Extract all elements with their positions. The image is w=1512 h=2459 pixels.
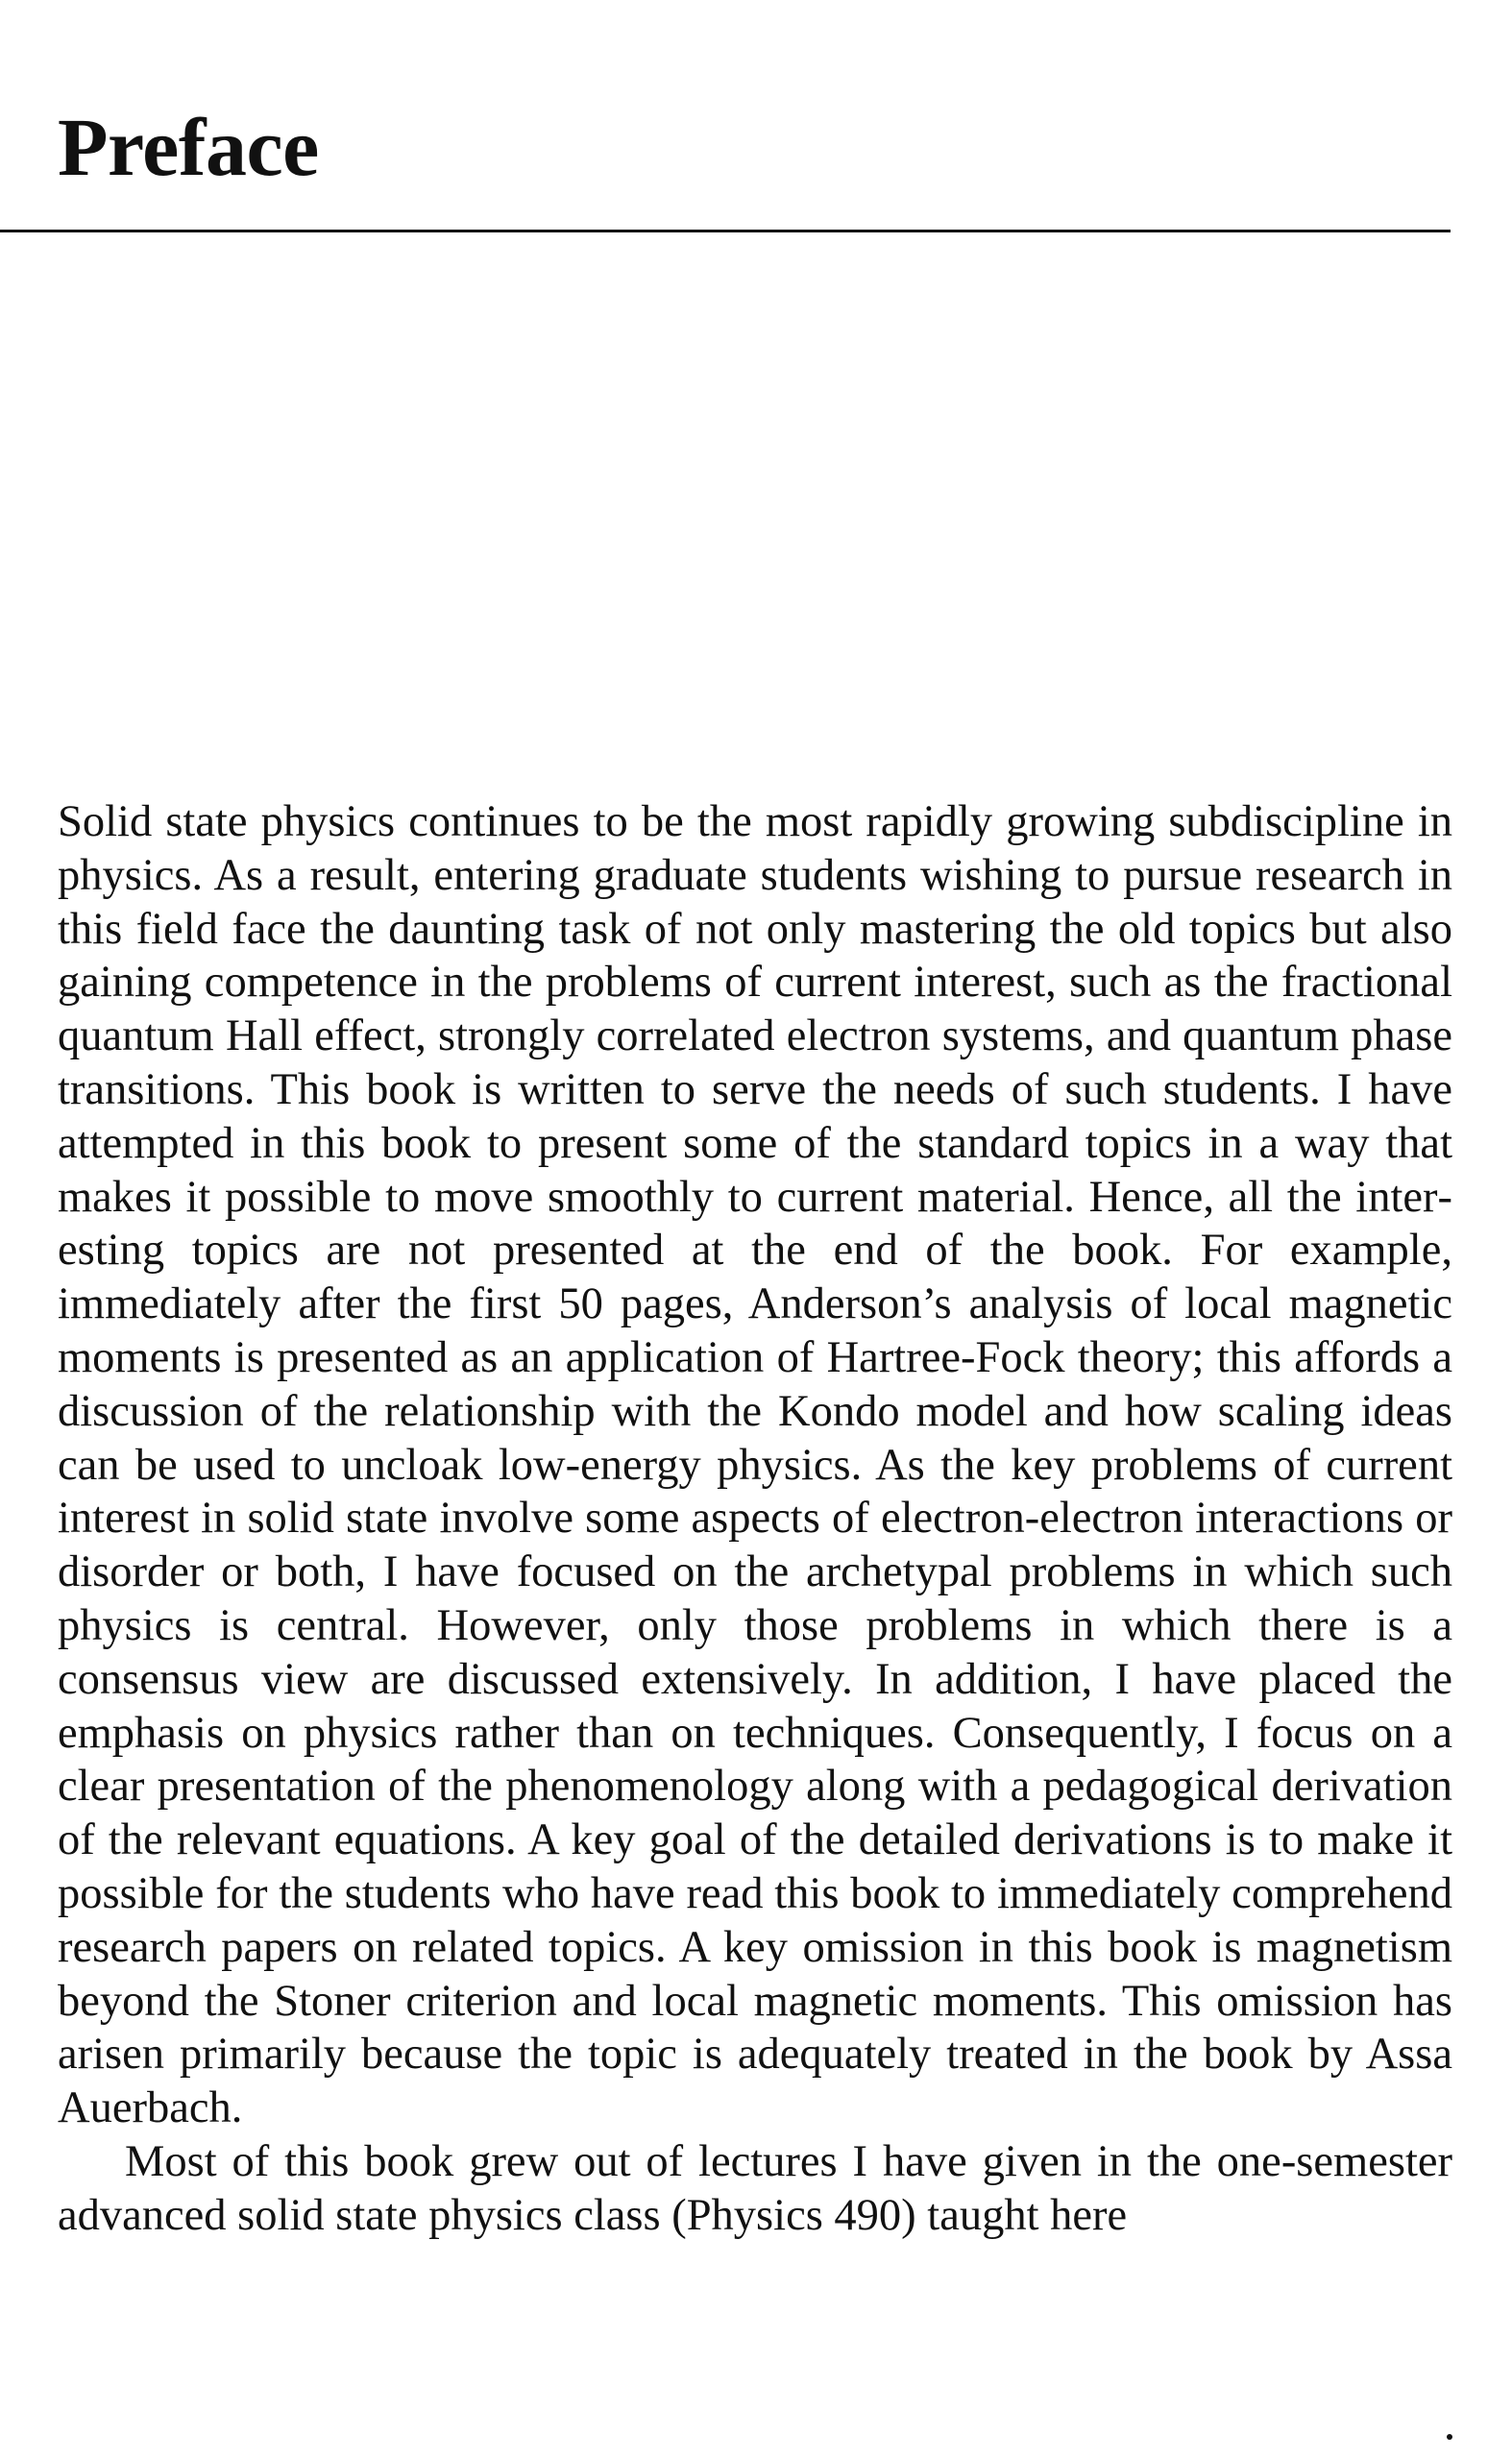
paragraph-2: Most of this book grew out of lectures I have given in the one-semester advanced solid state physics class (Physics 490) taught here	[58, 2136, 1452, 2240]
title-rule	[0, 230, 1451, 232]
paragraph-1: Solid state physics continues to be the most rapidly growing subdiscipline in physics. As a result, entering graduate students wishing to pursue research in this field face the daunting task of not only mastering the old topics but also gaining competence in the problems of current interest, such as the fractional quantum Hall effect, strongly correlated electron systems, and quantum phase transitions. This book is written to serve the needs of such students. I have attempted in this book to present some of the standard topics in a way that makes it possible to move smoothly to current material. Hence, all the interesting topics are not presented at the end of the book. For example, immediately after the first 50 pages, Anderson’s analysis of local magnetic moments is presented as an application of Hartree-Fock theory; this affords a discussion of the relationship with the Kondo model and how scaling ideas can be used to uncloak low-energy physics. As the key problems of current interest in solid state involve some aspects of electron-electron interactions or disorder or both, I have focused on the archetypal problems in which such physics is central. However, only those problems in which there is a consensus view are discussed extensively. In addition, I have placed the emphasis on physics rather than on techniques. Consequently, I focus on a clear presentation of the phenomenology along with a pedagogical derivation of the relevant equations. A key goal of the detailed derivations is to make it possible for the students who have read this book to immediately comprehend research papers on related topics. A key omission in this book is magnetism beyond the Stoner criterion and local magnetic moments. This omission has arisen primarily because the topic is adequately treated in the book by Assa Auerbach.	[58, 797, 1452, 2133]
page-dot-mark	[1447, 2434, 1452, 2440]
body-text	[58, 795, 1452, 2243]
page-title: Preface	[58, 101, 319, 193]
